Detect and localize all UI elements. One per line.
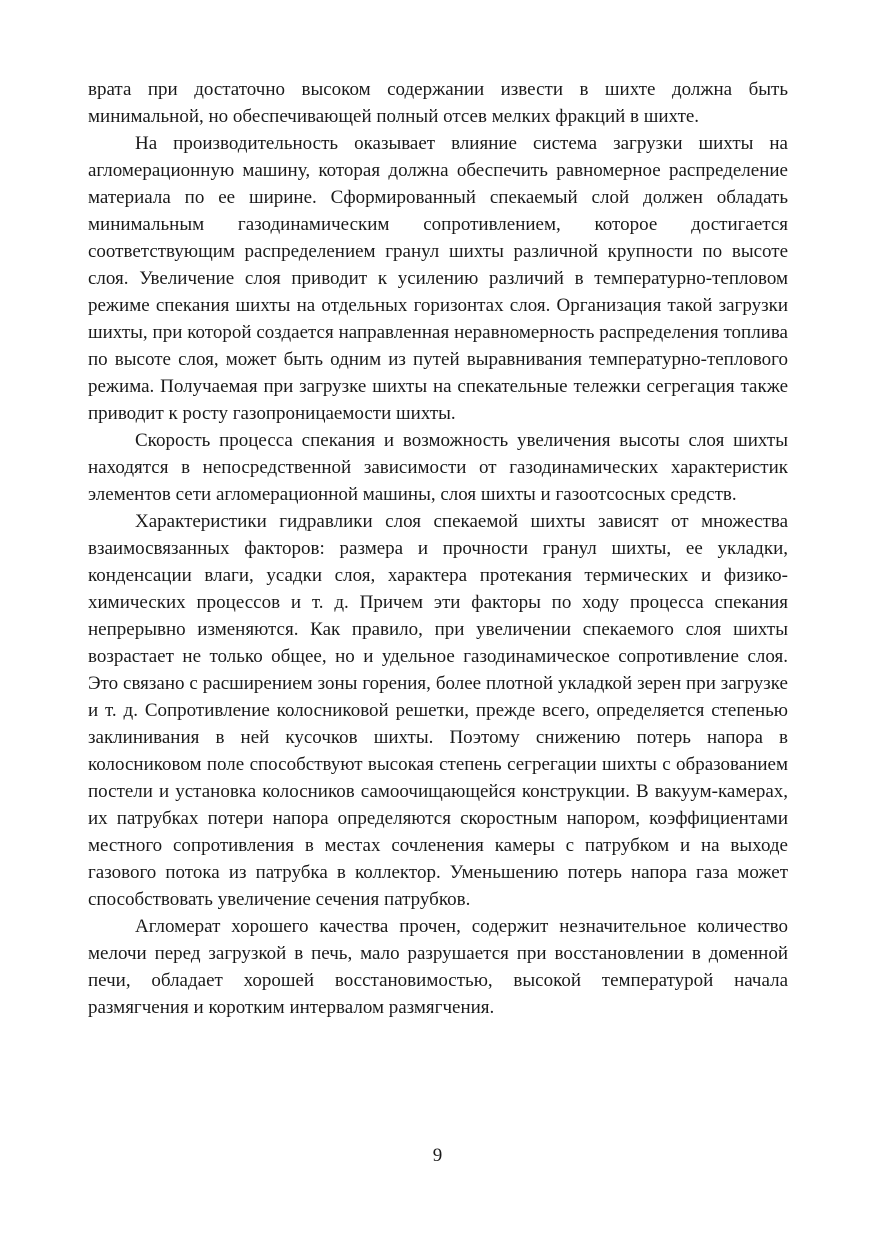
page-body xyxy=(88,76,788,1021)
paragraph-charge-loading: На производительность оказывает влияние система загрузки шихты на агломерационную машину, которая должна обеспечить равномерное распределение материала по ее ширине. Сформированный спекаемый слой должен обладать минимальным газодинамическим сопротивлением, которое достигается соответствующим распределением гранул шихты различной крупности по высоте слоя. Увеличение слоя приводит к усилению различий в температурно-тепловом режиме спекания шихты на отдельных горизонтах слоя. Организация такой загрузки шихты, при которой создается направленная неравномерность распределения топлива по высоте слоя, может быть одним из путей выравнивания температурно-теплового режима. Получаемая при загрузке шихты на спекательные тележки сегрегация также приводит к росту газопроницаемости шихты. xyxy=(88,133,788,424)
paragraph-sintering-speed: Скорость процесса спекания и возможность увеличения высоты слоя шихты находятся в непосредственной зависимости от газодинамических характеристик элементов сети агломерационной машины, слоя шихты и газоотсосных средств. xyxy=(88,430,788,505)
page-number: 9 xyxy=(432,1145,443,1166)
paragraph-continuation: врата при достаточно высоком содержании извести в шихте должна быть минимальной, но обеспечивающей полный отсев мелких фракций в шихте. xyxy=(88,79,788,127)
paragraph-agglomerate-quality: Агломерат хорошего качества прочен, содержит незначительное количество мелочи перед загрузкой в печь, мало разрушается при восстановлении в доменной печи, обладает хорошей восстановимостью, высокой температурой начала размягчения и коротким интервалом размягчения. xyxy=(88,916,788,1018)
paragraph-hydraulics: Характеристики гидравлики слоя спекаемой шихты зависят от множества взаимосвязанных факторов: размера и прочности гранул шихты, ее укладки, конденсации влаги, усадки слоя, характера протекания термических и физико-химических процессов и т. д. Причем эти факторы по ходу процесса спекания непрерывно изменяются. Как правило, при увеличении спекаемого слоя шихты возрастает не только общее, но и удельное газодинамическое сопротивление слоя. Это связано с расширением зоны горения, более плотной укладкой зерен при загрузке и т. д. Сопротивление колосниковой решетки, прежде всего, определяется степенью заклинивания в ней кусочков шихты. Поэтому снижению потерь напора в колосниковом поле способствуют высокая степень сегрегации шихты с образованием постели и установка колосников самоочищающейся конструкции. В вакуум-камерах, их патрубках потери напора определяются скоростным напором, коэффициентами местного сопротивления в местах сочленения камеры с патрубком и на выходе газового потока из патрубка в коллектор. Уменьшению потерь напора газа может способствовать увеличение сечения патрубков. xyxy=(88,511,788,910)
